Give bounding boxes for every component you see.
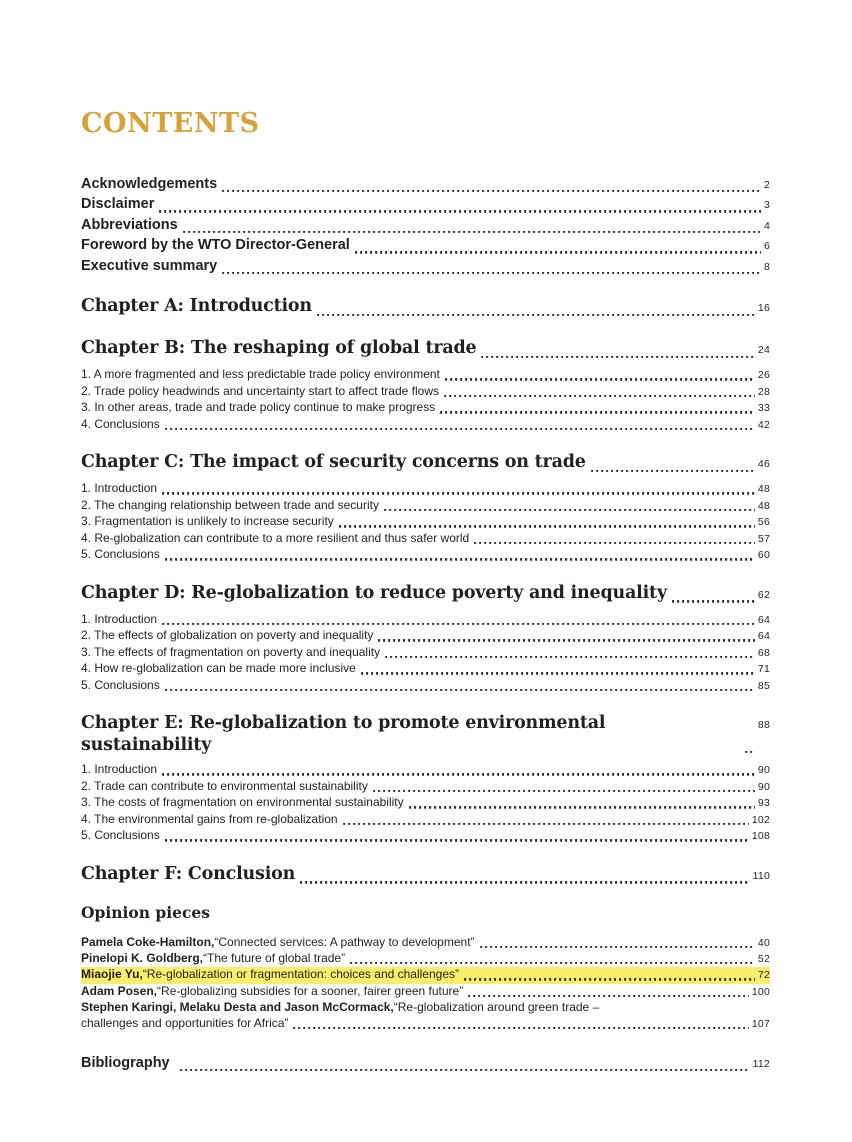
section-entry-label: 1. Introduction bbox=[81, 611, 158, 626]
section-entry bbox=[81, 779, 770, 796]
section-entry-label: 4. The environmental gains from re-globalization bbox=[81, 811, 338, 826]
chapter-title bbox=[81, 451, 770, 475]
section-entry bbox=[81, 481, 770, 498]
section-entry-label: 1. A more fragmented and less predictable trade policy environment bbox=[81, 367, 440, 382]
chapter-block bbox=[81, 863, 770, 887]
bibliography-label: Bibliography bbox=[81, 1054, 170, 1071]
chapter-title-label: Chapter E: Re-globalization to promote environmental sustainability bbox=[81, 713, 606, 756]
section-entry bbox=[81, 514, 770, 531]
page-title: CONTENTS bbox=[81, 108, 260, 139]
dot-leader bbox=[468, 995, 749, 997]
section-entry-label: 3. The effects of fragmentation on poverty and inequality bbox=[81, 644, 381, 659]
dot-leader bbox=[672, 600, 755, 602]
dot-leader bbox=[385, 656, 755, 658]
page-number: 52 bbox=[757, 952, 770, 965]
bibliography-entry bbox=[81, 1053, 770, 1074]
chapter-list bbox=[81, 295, 770, 887]
dot-leader bbox=[293, 1027, 748, 1029]
page-number: 4 bbox=[763, 219, 770, 232]
dot-leader bbox=[361, 672, 755, 674]
section-entry-label: 3. The costs of fragmentation on environmental sustainability bbox=[81, 795, 404, 810]
page-number: 2 bbox=[763, 179, 770, 191]
dot-leader bbox=[180, 1069, 750, 1071]
section-entry bbox=[81, 678, 770, 695]
opinion-title: challenges and opportunities for Africa” bbox=[81, 1015, 289, 1030]
opinion-title: “The future of global trade” bbox=[203, 950, 346, 965]
page-number: 107 bbox=[751, 1017, 770, 1030]
dot-leader bbox=[222, 272, 761, 274]
dot-leader bbox=[480, 946, 755, 948]
opinion-title: “Re-globalization or fragmentation: choices and challenges” bbox=[142, 967, 459, 982]
page-number: 16 bbox=[757, 302, 770, 315]
opinion-title: “Re-globalizing subsidies for a sooner, fairer green future” bbox=[157, 983, 464, 998]
chapter-title bbox=[81, 863, 770, 887]
dot-leader bbox=[343, 823, 749, 825]
toc-entry bbox=[81, 236, 770, 256]
chapter-block bbox=[81, 295, 770, 319]
page-number: 26 bbox=[757, 369, 770, 382]
page-number: 72 bbox=[757, 969, 770, 982]
section-entry-label: 3. Fragmentation is unlikely to increase security bbox=[81, 514, 334, 529]
page-number: 46 bbox=[757, 458, 770, 471]
page-number: 88 bbox=[757, 719, 770, 732]
front-matter-list bbox=[81, 175, 770, 277]
section-entry bbox=[81, 645, 770, 662]
page-number: 64 bbox=[757, 630, 770, 643]
section-entry bbox=[81, 384, 770, 401]
dot-leader bbox=[745, 751, 755, 753]
page-number: 108 bbox=[751, 830, 770, 843]
section-entry-label: 2. The effects of globalization on poverty and inequality bbox=[81, 628, 374, 643]
page-number: 28 bbox=[757, 385, 770, 398]
dot-leader bbox=[355, 251, 761, 253]
page-number: 85 bbox=[757, 679, 770, 692]
section-entry bbox=[81, 661, 770, 678]
dot-leader bbox=[165, 558, 755, 560]
chapter-block bbox=[81, 582, 770, 695]
page-number: 3 bbox=[763, 199, 770, 212]
section-entry-label: 5. Conclusions bbox=[81, 547, 160, 562]
section-entry bbox=[81, 498, 770, 515]
dot-leader bbox=[373, 790, 755, 792]
section-entry bbox=[81, 367, 770, 384]
page-number: 102 bbox=[751, 813, 770, 826]
dot-leader bbox=[300, 881, 749, 883]
section-entry bbox=[81, 828, 770, 845]
dot-leader bbox=[350, 962, 755, 964]
toc-entry bbox=[81, 216, 770, 236]
opinion-entry bbox=[81, 951, 770, 967]
page-number: 100 bbox=[751, 985, 770, 998]
section-entry-label: 5. Conclusions bbox=[81, 828, 160, 843]
section-entry-label: 5. Conclusions bbox=[81, 677, 160, 692]
page-number: 90 bbox=[757, 764, 770, 777]
dot-leader bbox=[162, 492, 755, 494]
section-entry-label: 1. Introduction bbox=[81, 762, 158, 777]
dot-leader bbox=[165, 689, 755, 691]
dot-leader bbox=[317, 314, 755, 316]
dot-leader bbox=[222, 190, 761, 192]
opinion-title: “Re-globalization around green trade – bbox=[393, 1000, 600, 1015]
dot-leader bbox=[474, 542, 755, 544]
toc-entry bbox=[81, 257, 770, 277]
toc-entry-label: Abbreviations bbox=[81, 216, 178, 233]
chapter-title-label: Chapter D: Re-globalization to reduce poverty and inequality bbox=[81, 582, 667, 603]
page-number: 71 bbox=[757, 663, 770, 676]
section-entry bbox=[81, 612, 770, 629]
toc-entry-label: Acknowledgements bbox=[81, 176, 218, 192]
page-number: 8 bbox=[763, 260, 770, 273]
chapter-title bbox=[81, 337, 770, 361]
page-number: 48 bbox=[757, 499, 770, 512]
dot-leader bbox=[445, 378, 755, 380]
page-number: 57 bbox=[757, 532, 770, 545]
opinion-pieces-list bbox=[81, 935, 770, 1032]
toc-entry-label: Foreword by the WTO Director-General bbox=[81, 237, 350, 254]
dot-leader bbox=[339, 525, 755, 527]
dot-leader bbox=[159, 210, 761, 212]
dot-leader bbox=[162, 623, 755, 625]
opinion-entry-line bbox=[81, 1016, 770, 1032]
chapter-block bbox=[81, 451, 770, 564]
section-entry bbox=[81, 400, 770, 417]
page-number: 56 bbox=[757, 516, 770, 529]
section-entry bbox=[81, 795, 770, 812]
page-number: 90 bbox=[757, 780, 770, 793]
opinion-entry bbox=[81, 967, 770, 983]
chapter-title-label: Chapter B: The reshaping of global trade bbox=[81, 338, 477, 359]
page-number: 62 bbox=[757, 588, 770, 601]
dot-leader bbox=[440, 411, 755, 413]
section-entry-label: 1. Introduction bbox=[81, 481, 158, 496]
opinion-title: “Connected services: A pathway to development” bbox=[214, 934, 475, 949]
chapter-title-label: Chapter F: Conclusion bbox=[81, 863, 296, 884]
opinion-authors: Adam Posen, bbox=[81, 983, 158, 998]
section-entry-label: 4. Re-globalization can contribute to a more resilient and thus safer world bbox=[81, 530, 470, 545]
chapter-title bbox=[81, 295, 770, 319]
section-entry bbox=[81, 628, 770, 645]
page-number: 110 bbox=[752, 869, 770, 882]
page-number: 60 bbox=[757, 549, 770, 562]
page-number: 6 bbox=[763, 240, 770, 253]
opinion-entry bbox=[81, 935, 770, 951]
dot-leader bbox=[165, 839, 749, 841]
page-number: 48 bbox=[757, 483, 770, 496]
dot-leader bbox=[409, 806, 755, 808]
section-entry bbox=[81, 547, 770, 564]
section-entry-label: 4. Conclusions bbox=[81, 416, 160, 431]
opinion-entry bbox=[81, 984, 770, 1000]
page-number: 93 bbox=[757, 797, 770, 810]
dot-leader bbox=[183, 231, 761, 233]
chapter-block bbox=[81, 337, 770, 433]
opinion-pieces-heading: Opinion pieces bbox=[81, 902, 211, 922]
section-entry bbox=[81, 762, 770, 779]
section-entry bbox=[81, 531, 770, 548]
section-entry bbox=[81, 812, 770, 829]
page-number: 33 bbox=[757, 402, 770, 415]
toc-entry bbox=[81, 175, 770, 195]
page-number: 24 bbox=[757, 344, 770, 357]
dot-leader bbox=[384, 509, 755, 511]
dot-leader bbox=[444, 395, 755, 397]
dot-leader bbox=[378, 639, 754, 641]
section-entry bbox=[81, 417, 770, 434]
section-entry-label: 2. Trade can contribute to environmental sustainability bbox=[81, 778, 368, 793]
opinion-entry-line bbox=[81, 1000, 770, 1015]
page-number: 42 bbox=[757, 418, 770, 431]
opinion-entry bbox=[81, 1000, 770, 1032]
section-entry-label: 3. In other areas, trade and trade policy continue to make progress bbox=[81, 400, 436, 415]
chapter-title bbox=[81, 712, 770, 756]
page-number: 68 bbox=[757, 646, 770, 659]
section-entry-label: 4. How re-globalization can be made more inclusive bbox=[81, 661, 356, 676]
dot-leader bbox=[464, 978, 755, 980]
page-number: 40 bbox=[757, 936, 770, 949]
dot-leader bbox=[591, 470, 755, 472]
toc-entry-label: Disclaimer bbox=[81, 196, 155, 213]
chapter-title bbox=[81, 582, 770, 606]
toc-entry bbox=[81, 195, 770, 215]
section-entry-label: 2. Trade policy headwinds and uncertainty start to affect trade flows bbox=[81, 383, 439, 398]
page-number: 64 bbox=[757, 613, 770, 626]
chapter-title-label: Chapter C: The impact of security concerns on trade bbox=[81, 452, 586, 473]
dot-leader bbox=[162, 773, 755, 775]
opinion-authors: Miaojie Yu, bbox=[81, 967, 143, 982]
chapter-title-label: Chapter A: Introduction bbox=[81, 296, 312, 317]
toc-entry-label: Executive summary bbox=[81, 257, 218, 274]
opinion-authors: Pinelopi K. Goldberg, bbox=[81, 950, 204, 965]
opinion-authors: Stephen Karingi, Melaku Desta and Jason McCormack, bbox=[81, 1000, 394, 1015]
chapter-block bbox=[81, 712, 770, 845]
dot-leader bbox=[165, 428, 755, 430]
section-entry-label: 2. The changing relationship between trade and security bbox=[81, 497, 379, 512]
opinion-authors: Pamela Coke-Hamilton, bbox=[81, 934, 215, 949]
dot-leader bbox=[481, 356, 754, 358]
page-number: 112 bbox=[752, 1057, 770, 1070]
